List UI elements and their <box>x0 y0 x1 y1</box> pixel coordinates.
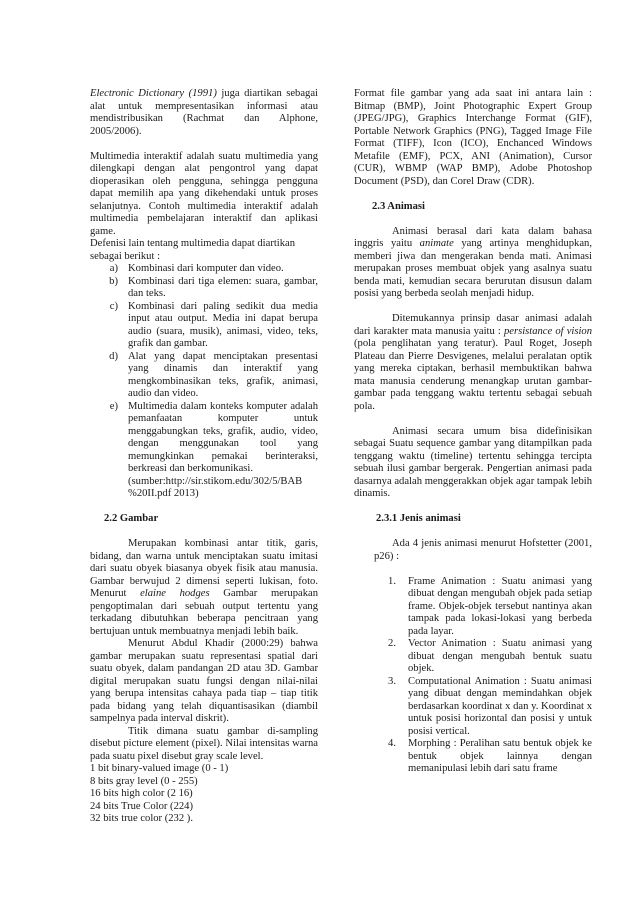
paragraph-animasi-3: Animasi secara umum bisa didefinisikan sebagai Suatu sequence gambar yang ditampilkan pada tenggang waktu (timeline) tertentu sehingga tercipta sebuah ilusi gambar bergerak. Pengertian animasi pada dasarnya adalah menggerakkan objek agar tampak lebih dinamis. <box>354 425 592 499</box>
bit-depth-line: 8 bits gray level (0 - 255) <box>90 775 198 787</box>
list-item <box>378 576 592 639</box>
list-text: Computational Animation : Suatu animasi yang dibuat dengan memindahkan objek berdasarkan koordinat x dan y. Koordinat x untuk posisi horizontal dan posisi y untuk posisi vertical. <box>408 675 592 737</box>
list-item <box>90 276 318 301</box>
list-text: Kombinasi dari komputer dan video. <box>128 263 284 274</box>
paragraph-definisi: Defenisi lain tentang multimedia dapat diartikan sebagai berikut : <box>90 238 296 262</box>
list-item <box>90 263 318 276</box>
subsection-heading-jenis-animasi: 2.3.1 Jenis animasi <box>376 513 461 524</box>
list-item <box>378 738 592 776</box>
section-heading-animasi: 2.3 Animasi <box>372 200 425 212</box>
right-column <box>354 88 592 776</box>
paragraph-file-formats: Format file gambar yang ada saat ini antara lain : Bitmap (BMP), Joint Photographic Expert Group (JPEG/JPG), Graphics Interchange Format (GIF), Portable Network Graphics (PNG), Tagged Image File Format (TIFF), Icon (ICO), Enchanced Windows Metafile (EMF), PCX, ANI (Animation), Cursor (CUR), WBMP (WAP BMP), Adobe Photoshop Document (PSD), dan Corel Draw (CDR). <box>354 88 592 187</box>
paragraph-animasi-2 <box>354 313 592 413</box>
paragraph-gambar-2: Menurut Abdul Khadir (2000:29) bahwa gambar merupakan suatu representasi spatial dari suatu obyek, dalam pandangan 2D atau 3D. Gambar digital merupakan suatu fungsi dengan nilai-nilai yang berupa intensitas cahaya pada tiap – tiap titik pada bidang yang telah diquantisasikan (diambil sampelnya pada interval diskrit). <box>90 638 318 724</box>
paragraph-multimedia-interaktif: Multimedia interaktif adalah suatu multimedia yang dilengkapi dengan alat pengontrol yang dapat dioperasikan oleh pengguna, sehingga pengguna dapat memilih apa yang dikehendaki untuk proses selanjutnya. Contoh multimedia interaktif adalah multimedia pembelajaran interaktif dan aplikasi game. <box>90 150 318 237</box>
list-marker: b) <box>109 275 118 287</box>
list-text: Alat yang dapat menciptakan presentasi yang dinamis dan interaktif yang mengkombinasikan teks, grafik, animasi, audio dan video. <box>128 350 318 399</box>
paragraph-text: juga diartikan sebagai alat untuk mempresentasikan informasi atau mendistribusikan (Rachmat dan Alphone, 2005/2006). <box>90 88 318 137</box>
italic-term: persistance of vision <box>503 325 593 337</box>
bit-depth-line: 32 bits true color (232 ). <box>90 813 193 824</box>
list-text: Kombinasi dari tiga elemen: suara, gambar, dan teks. <box>128 275 318 299</box>
paragraph-gambar-3: Titik dimana suatu gambar di-sampling disebut picture element (pixel). Nilai intensitas warna pada suatu pixel disebut gray scale level. <box>90 725 318 762</box>
definition-list <box>90 263 318 476</box>
paragraph-text: Merupakan kombinasi antar titik, garis, bidang, dan warna untuk menciptakan suatu imitasi dari suatu obyek biasanya obyek fisik atau manusia. Gambar berwujud 2 dimensi seperti lukisan, foto. Menurut <box>90 538 318 599</box>
bit-depth-line: 16 bits high color (2 16) <box>90 788 193 799</box>
list-marker: a) <box>109 263 118 274</box>
paragraph-jenis-animasi <box>354 538 592 563</box>
paragraph-animasi-1 <box>354 226 592 301</box>
paragraph-text: yang artinya menghidupkan, memberi jiwa dan mengerakan benda mati. Animasi merupakan proses membuat objek yang asalnya suatu benda mati, kemudian secara berurutan disusun dalam posisi yang berbeda seolah menjadi hidup. <box>354 238 592 299</box>
list-item <box>90 351 318 401</box>
list-item <box>90 401 318 476</box>
list-text: Kombinasi dari paling sedikit dua media input atau output. Media ini dapat berupa audio (suara, musik), animasi, video, teks, grafik dan gambar. <box>128 300 318 349</box>
section-heading-gambar: 2.2 Gambar <box>104 513 159 524</box>
list-marker: 1. <box>388 575 396 587</box>
paragraph-text: Ditemukannya prinsip dasar animasi adalah dari karakter mata manusia yaitu : <box>354 313 592 337</box>
italic-term: animate <box>419 238 454 249</box>
list-marker: c) <box>109 300 118 312</box>
bit-depth-line: 1 bit binary-valued image (0 - 1) <box>90 763 229 774</box>
list-text: Frame Animation : Suatu animasi yang dibuat dengan mengubah objek pada setiap frame. Objek-objek tersebut nantinya akan tampak pada lokasi-lokasi yang berbeda pada layar. <box>408 575 592 637</box>
list-item <box>378 676 592 739</box>
bit-depth-line: 24 bits True Color (224) <box>90 800 194 812</box>
italic-citation: Electronic Dictionary (1991) <box>90 88 217 99</box>
italic-author: elaine hodges <box>140 588 210 599</box>
paragraph-text: Animasi berasal dari kata dalam bahasa inggris yaitu <box>354 225 592 249</box>
list-text: Vector Animation : Suatu animasi yang dibuat dengan mengubah bentuk suatu objek. <box>408 638 592 674</box>
list-marker: 2. <box>388 638 396 649</box>
bit-depth-list <box>90 763 318 826</box>
list-text: Morphing : Peralihan satu bentuk objek ke bentuk objek lainnya dengan memanipulasi lebih dari satu frame <box>408 738 592 774</box>
paragraph-text: Ada 4 jenis animasi menurut Hofstetter (2001, p26) : <box>374 538 592 562</box>
source-reference: (sumber:http://sir.stikom.edu/302/5/BAB %20II.pdf 2013) <box>128 475 303 499</box>
list-item <box>378 638 592 676</box>
paragraph-text: Gambar merupakan pengoptimalan dari sebuah output tertentu yang terkadang dibutuhkan beberapa pencitraan yang bertujuan untuk membuatnya menjadi lebih baik. <box>90 588 319 637</box>
list-marker: e) <box>109 400 118 412</box>
paragraph-dictionary <box>90 88 318 138</box>
paragraph-gambar-1 <box>90 538 318 638</box>
list-item <box>90 301 318 351</box>
list-marker: 3. <box>388 675 396 687</box>
list-marker: d) <box>109 350 118 362</box>
list-text: Multimedia dalam konteks komputer adalah pemanfaatan komputer untuk menggabungkan teks, grafik, audio, video, dengan menggunakan tool yang memungkinkan pemakai berinteraksi, berkreasi dan berkomunikasi. <box>128 400 318 474</box>
left-column <box>90 88 318 826</box>
paragraph-text: (pola penglihatan yang teratur). Paul Roget, Joseph Plateau dan Pierre Desvigenes, melalui peralatan optik yang mereka ciptakan, berhasil membuktikan bahwa mata manusia cenderung menangkap urutan gambar-gambar pada tenggang waktu tertentu sebagai sebuah pola. <box>354 338 592 412</box>
list-marker: 4. <box>388 738 396 749</box>
animation-types-list <box>354 576 592 776</box>
